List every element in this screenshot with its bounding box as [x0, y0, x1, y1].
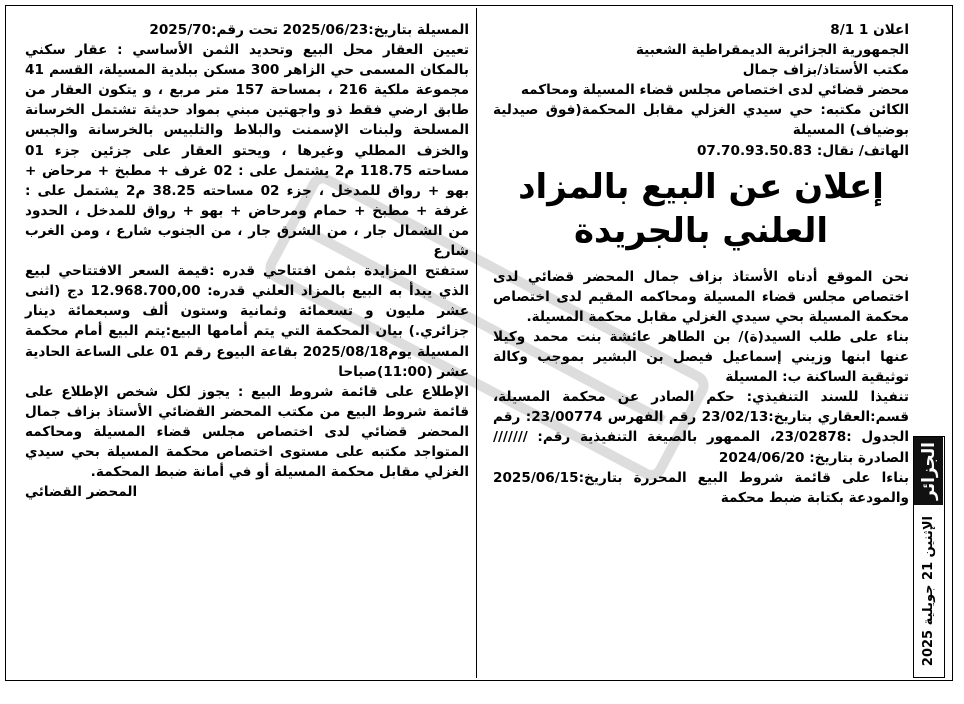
newspaper-logo [914, 437, 943, 505]
address-line: الكائن مكتبه: حي سيدي الغزلي مقابل المحكمة(فوق صيدلية بوضياف) المسيلة [493, 102, 909, 139]
inspection-paragraph: الإطلاع على قائمة شروط البيع : يجوز لكل شخص الإطلاع على قائمة شروط البيع من مكتب المحضر القضائي الأستاذ بزاف جمال المحضر قضائي لدى اختصاص مجلس قضاء المسيلة ومحاكمه المتواجد مكتبه على مستوى اختصاص محكمة المسيلة بحي سيدي الغزلي مقابل محكمة المسيلة أو في أمانة ضبط المحكمة. [25, 383, 469, 481]
headline-line-1: إعلان عن البيع بالمزاد [518, 166, 884, 207]
conditions-paragraph: بناءا على قائمة شروط البيع المحررة بتاريخ:2025/06/15 والمودعة بكتابة ضبط محكمة [493, 469, 909, 506]
price-paragraph: ستفتح المزايدة بثمن افتتاحي قدره :قيمة السعر الافتتاحي لبيع الذي يبدأ به البيع بالمزاد العلني قدره: 12.968.700,00 دج (اثنى عشر مليون و تسعمائة وثمانية وستون ألف وسبعمائة دينار جزائري.) بيان المحكمة التي يتم أمامها البيع:يتم البيع أمام محكمة المسيلة يوم2025/08/18 بقاعة البيوع رقم 01 على الساعة الحادية عشر (11:00)صباحا [25, 263, 469, 380]
republic-line: الجمهورية الجزائرية الديمقراطية الشعبية [635, 42, 909, 59]
execution-paragraph: تنفيذا للسند التنفيذي: حكم الصادر عن محكمة المسيلة، قسم:العقاري بتاريخ:23/02/13 رقم الفهرس 23/00774: رقم الجدول :23/02878، الممهور بالصيغة التنفيذية رقم: /////// الصادرة بتاريخ: 2024/06/20 [493, 389, 910, 466]
ad-number: اعلان 1 8/1 [830, 22, 909, 38]
issue-date [914, 507, 943, 675]
request-paragraph: بناء على طلب السيد(ة)/ بن الطاهر عائشة بنت محمد وكيلا عنها ابنها وزيني إسماعيل فيصل بن البشير بموجب وكالة توثيقية الساكنة ب: المسيلة [493, 328, 909, 386]
signature: المحضر القضائي [25, 484, 138, 501]
phone-line: الهاتف/ نقال: 07.70.93.50.83 [696, 142, 909, 159]
logo-text: الجزائر [918, 442, 939, 500]
newspaper-sidebar [913, 436, 945, 678]
property-paragraph: تعيين العقار محل البيع وتحديد الثمن الأساسي : عقار سكني بالمكان المسمى حي الزاهر 300 مسكن ببلدية المسيلة، القسم 41 مجموعة ملكية 216 ، بمساحة 157 متر مربع ، و يتكون العقار من طابق ارضي فقط ذو واجهتين مبني بمواد حديثة تشتمل الخرسانة المسلحة ولبنات الإسمنت والبلاط والتلبيس بالخرسانة والجبس والخزف المطلي وغيرها ، ويحتو العقار على جزئين جزء 01 مساحته 118.75 م2 يشتمل على : 02 غرف + مطبخ + مرحاض + بهو + رواق للمدخل ، جزء 02 مساحته 38.25 م2 يشتمل على : غرفة + مطبخ + حمام ومرحاض + بهو + رواق للمدخل ، الحدود من الشمال جار ، من الشرق جار ، من الجنوب شارع ، ومن الغرب شارع [25, 42, 469, 260]
headline-line-2: العلني بالجريدة [573, 210, 829, 251]
bailiff-line: محضر قضائي لدى اختصاص مجلس قضاء المسيلة ومحاكمه [520, 82, 909, 99]
right-column [493, 20, 909, 508]
intro-paragraph: نحن الموقع أدناه الأستاذ بزاف جمال المحضر قضائي لدى اختصاص مجلس قضاء المسيلة ومحاكمه المقيم لدى اختصاص محكمة المسيلة بحي سيدي الغزلي مقابل محكمة المسيلة. [493, 268, 909, 325]
deposit-paragraph: المسيلة بتاريخ:2025/06/23 تحت رقم:2025/70 [149, 22, 469, 38]
headline [493, 165, 909, 253]
left-column [25, 20, 469, 502]
issue-date-text: الإثنين 21 جويلية 2025 [921, 515, 936, 667]
column-divider [476, 8, 477, 678]
office-line: مكتب الأستاذ/بزاف جمال [742, 62, 909, 79]
